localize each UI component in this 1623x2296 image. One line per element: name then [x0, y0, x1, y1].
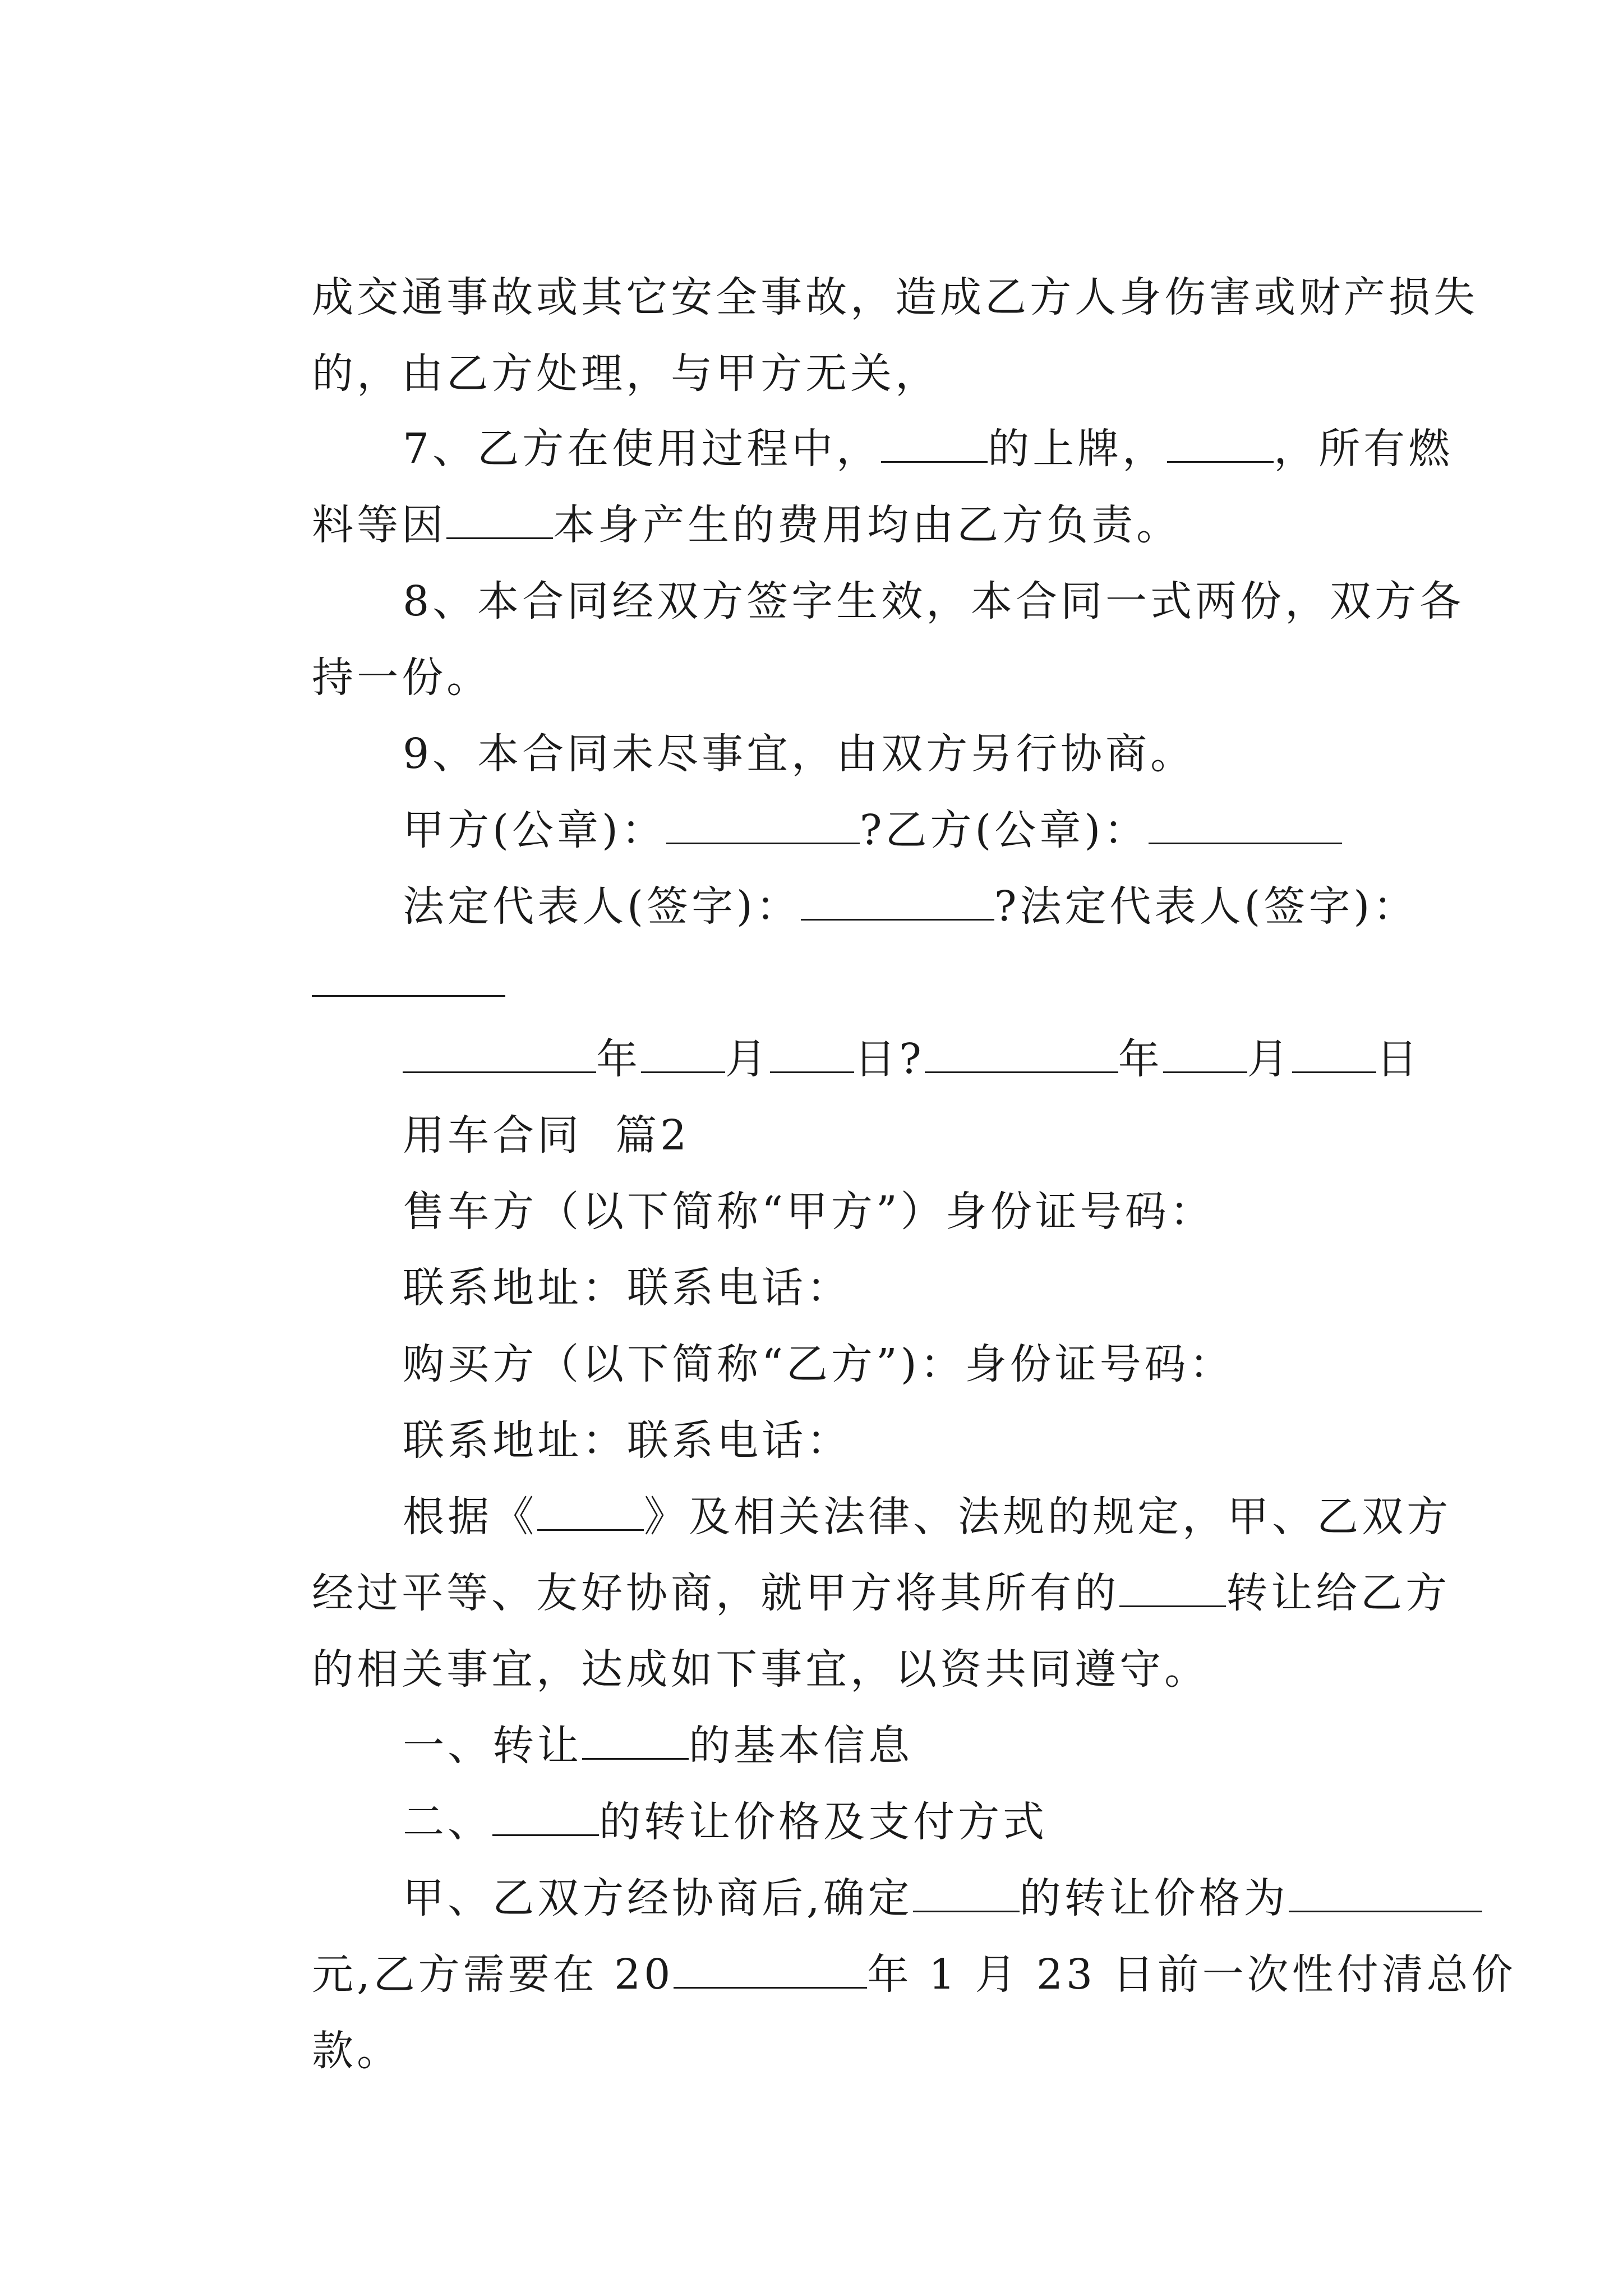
- paragraph-line: [246, 1967, 402, 2135]
- text: 》及相关法律、法规的规定，甲、乙双方: [644, 1493, 1452, 1541]
- fill-blank: [1167, 422, 1274, 463]
- text: 8、本合同经双方签字生效，本合同一式两份，双方各: [403, 577, 1465, 625]
- text: 款。: [312, 2027, 402, 2075]
- text: 日: [1376, 1035, 1421, 1083]
- text: 购买方（以下简称“乙方”)：身份证号码：: [403, 1340, 1234, 1388]
- text: 的转让价格为: [1019, 1874, 1289, 1922]
- text: 用车合同 篇2: [403, 1111, 690, 1159]
- text: 年: [1118, 1035, 1163, 1083]
- text: ?乙方(公章)：: [859, 806, 1149, 854]
- text: ?法定代表人(签字)：: [994, 882, 1418, 931]
- text: 联系地址：联系电话：: [403, 1264, 852, 1312]
- text: ，所有燃: [1274, 425, 1454, 473]
- text: 的上牌，: [988, 425, 1168, 473]
- text: 售车方（以下简称“甲方”）身份证号码：: [403, 1188, 1215, 1236]
- text: 日?: [854, 1035, 925, 1083]
- fill-blank: [674, 1948, 867, 1989]
- text: 一、转让: [403, 1722, 583, 1770]
- text: 根据《: [403, 1493, 538, 1541]
- text: 甲、乙双方经协商后,确定: [403, 1874, 913, 1922]
- text: 持一份。: [312, 654, 492, 702]
- text: 成交通事故或其它安全事故，造成乙方人身伤害或财产损失: [312, 273, 1479, 321]
- text: 年 1 月 23 日前一次性付清总价: [867, 1950, 1516, 1999]
- text: 经过平等、友好协商，就甲方将其所有的: [312, 1569, 1120, 1617]
- text: 的，由乙方处理，与甲方无关，: [312, 349, 940, 398]
- fill-blank: [1292, 1032, 1376, 1073]
- fill-blank: [1163, 1032, 1247, 1073]
- text: 元,乙方需要在 20: [312, 1950, 674, 1999]
- text: 的相关事宜，达成如下事宜，以资共同遵守。: [312, 1645, 1210, 1694]
- clause-8-line: [336, 517, 1464, 685]
- fill-blank: [925, 1032, 1118, 1073]
- text: 转让给乙方: [1226, 1569, 1451, 1617]
- text: 法定代表人(签字)：: [403, 882, 801, 931]
- text: 本身产生的费用均由乙方负责。: [553, 501, 1182, 549]
- text: 年: [596, 1035, 642, 1083]
- fill-blank: [770, 1032, 854, 1073]
- text: 9、本合同未尽事宜，由双方另行协商。: [403, 730, 1196, 778]
- fill-blank: [801, 880, 994, 921]
- text: 联系地址：联系电话：: [403, 1416, 852, 1465]
- text: 二、: [403, 1798, 493, 1846]
- text: 月: [725, 1035, 771, 1083]
- text: 甲方(公章)：: [403, 806, 666, 854]
- text: 的基本信息: [689, 1722, 914, 1770]
- text: 7、乙方在使用过程中，: [403, 425, 882, 473]
- text: 月: [1247, 1035, 1292, 1083]
- payment-line: [246, 1890, 1516, 2059]
- text: 料等因: [312, 501, 447, 549]
- text: 的转让价格及支付方式: [599, 1798, 1048, 1846]
